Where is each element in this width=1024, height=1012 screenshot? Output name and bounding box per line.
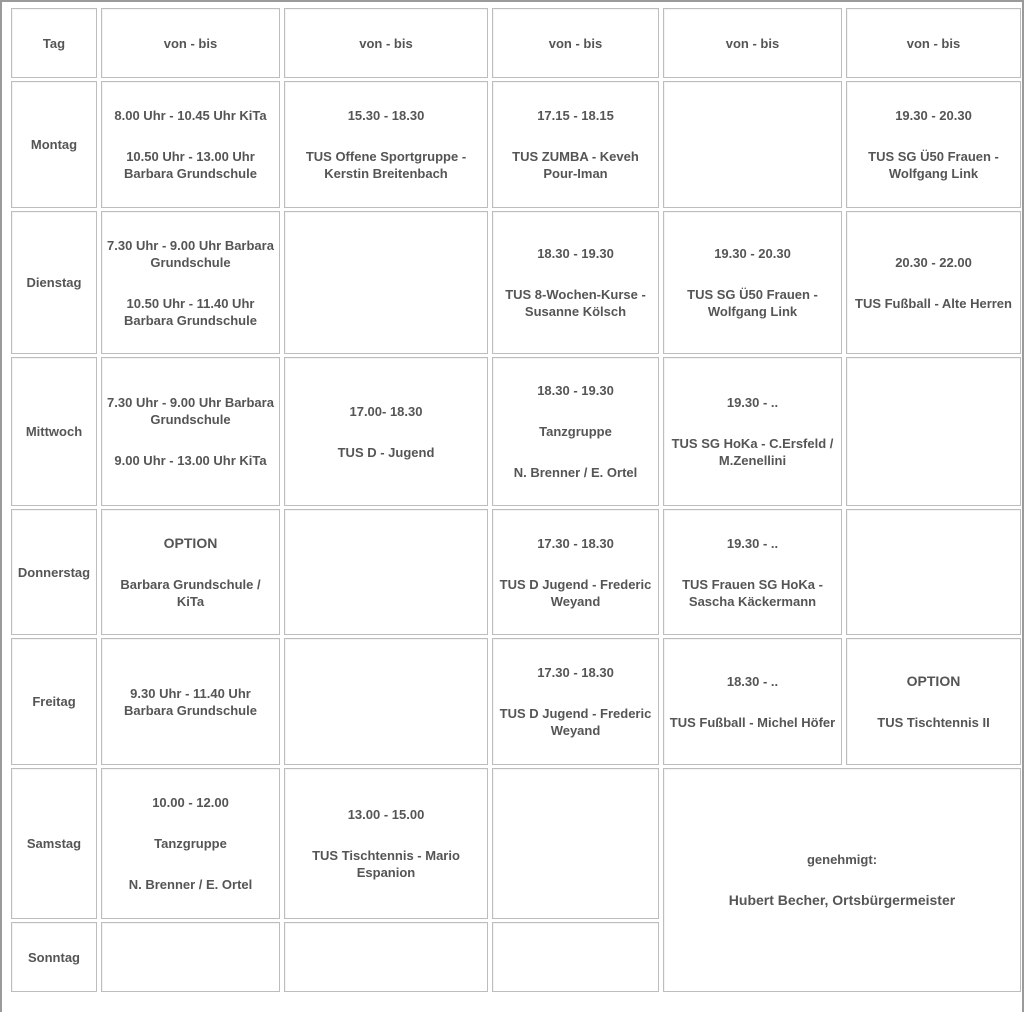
- slot-donnerstag-3: [492, 509, 659, 635]
- slot-time: 15.30 - 18.30: [347, 108, 425, 123]
- slot-desc: TUS ZUMBA - Keveh Pour-Iman: [512, 149, 639, 181]
- slot-desc: 10.50 Uhr - 11.40 Uhr Barbara Grundschule: [124, 295, 257, 328]
- slot-desc: TUS SG HoKa - C.Ersfeld / M.Zenellini: [671, 436, 834, 468]
- slot-desc: 10.50 Uhr - 13.00 Uhr Barbara Grundschule: [124, 149, 257, 181]
- slot-desc: TUS Tischtennis II: [877, 714, 990, 730]
- approval-label: genehmigt:: [806, 852, 878, 867]
- slot-montag-3: [492, 81, 659, 208]
- slot-desc: TUS D Jugend - Frederic Weyand: [499, 576, 652, 609]
- slot-time: 20.30 - 22.00: [895, 254, 972, 270]
- header-range-3: von - bis: [492, 8, 659, 78]
- slot-desc: TUS D Jugend - Frederic Weyand: [499, 706, 652, 738]
- slot-desc: TUS Fußball - Alte Herren: [855, 295, 1012, 311]
- slot-samstag-3: [492, 768, 659, 919]
- slot-freitag-1: [101, 638, 280, 765]
- slot-montag-5: [846, 81, 1021, 208]
- slot-time: 19.30 - 20.30: [895, 108, 972, 123]
- slot-time: 8.00 Uhr - 10.45 Uhr KiTa: [114, 108, 267, 123]
- slot-desc: TUS Fußball - Michel Höfer: [669, 714, 836, 730]
- slot-dienstag-3: [492, 211, 659, 354]
- slot-time: 19.30 - ..: [726, 535, 779, 551]
- slot-time: 18.30 - 19.30: [537, 246, 614, 261]
- header-day: Tag: [11, 8, 97, 78]
- row-samstag: [11, 768, 1021, 919]
- slot-dienstag-1: [101, 211, 280, 354]
- slot-time: 17.15 - 18.15: [537, 108, 614, 123]
- approval-name: Hubert Becher, Ortsbürgermeister: [728, 892, 956, 908]
- slot-time: 17.30 - 18.30: [537, 535, 614, 551]
- slot-donnerstag-2: [284, 509, 488, 635]
- slot-desc: TUS SG Ü50 Frauen - Wolfgang Link: [687, 287, 818, 319]
- slot-donnerstag-4: [663, 509, 842, 635]
- slot-desc: Barbara Grundschule / KiTa: [120, 576, 261, 609]
- slot-mittwoch-3: [492, 357, 659, 506]
- day-label-freitag: Freitag: [11, 638, 97, 765]
- slot-montag-2: [284, 81, 488, 208]
- row-freitag: [11, 638, 1021, 765]
- row-dienstag: [11, 211, 1021, 354]
- slot-names: N. Brenner / E. Ortel: [513, 465, 638, 480]
- slot-time: 10.00 - 12.00: [152, 795, 229, 810]
- slot-sonntag-3: [492, 922, 659, 992]
- slot-freitag-5: [846, 638, 1021, 765]
- slot-desc: TUS 8-Wochen-Kurse - Susanne Kölsch: [505, 287, 646, 319]
- option-label: OPTION: [906, 672, 961, 689]
- slot-time: 17.30 - 18.30: [537, 665, 614, 680]
- slot-freitag-2: [284, 638, 488, 765]
- schedule-table: [7, 5, 1024, 995]
- slot-mittwoch-2: [284, 357, 488, 506]
- day-label-montag: Montag: [11, 81, 97, 208]
- slot-time: 19.30 - ..: [726, 395, 779, 410]
- slot-donnerstag-1: [101, 509, 280, 635]
- slot-time: 17.00- 18.30: [349, 403, 423, 419]
- slot-desc: TUS SG Ü50 Frauen - Wolfgang Link: [868, 149, 999, 181]
- header-row: [11, 8, 1021, 78]
- slot-desc: 9.30 Uhr - 11.40 Uhr Barbara Grundschule: [124, 685, 257, 718]
- slot-time: 7.30 Uhr - 9.00 Uhr Barbara Grundschule: [107, 237, 274, 270]
- approval-cell: [663, 768, 1021, 992]
- slot-sonntag-1: [101, 922, 280, 992]
- slot-desc: 9.00 Uhr - 13.00 Uhr KiTa: [114, 453, 267, 468]
- day-label-sonntag: Sonntag: [11, 922, 97, 992]
- header-range-1: von - bis: [101, 8, 280, 78]
- slot-mittwoch-1: [101, 357, 280, 506]
- slot-time: 13.00 - 15.00: [347, 807, 425, 822]
- slot-desc: TUS Offene Sportgruppe - Kerstin Breitenbach: [305, 149, 467, 181]
- slot-sonntag-2: [284, 922, 488, 992]
- header-range-4: von - bis: [663, 8, 842, 78]
- slot-time: 18.30 - ..: [726, 673, 779, 689]
- slot-mittwoch-5: [846, 357, 1021, 506]
- slot-samstag-1: [101, 768, 280, 919]
- slot-desc: Tanzgruppe: [539, 424, 612, 439]
- header-range-5: von - bis: [846, 8, 1021, 78]
- day-label-samstag: Samstag: [11, 768, 97, 919]
- option-label: OPTION: [163, 534, 218, 551]
- row-mittwoch: [11, 357, 1021, 506]
- slot-mittwoch-4: [663, 357, 842, 506]
- slot-donnerstag-5: [846, 509, 1021, 635]
- slot-montag-1: [101, 81, 280, 208]
- slot-desc: Tanzgruppe: [154, 836, 227, 851]
- slot-desc: TUS Tischtennis - Mario Espanion: [312, 848, 460, 880]
- slot-freitag-3: [492, 638, 659, 765]
- day-label-donnerstag: Donnerstag: [11, 509, 97, 635]
- slot-dienstag-4: [663, 211, 842, 354]
- slot-names: N. Brenner / E. Ortel: [128, 877, 253, 892]
- slot-desc: TUS D - Jugend: [337, 444, 435, 460]
- day-label-dienstag: Dienstag: [11, 211, 97, 354]
- row-donnerstag: [11, 509, 1021, 635]
- slot-time: 7.30 Uhr - 9.00 Uhr Barbara Grundschule: [107, 395, 274, 427]
- slot-montag-4: [663, 81, 842, 208]
- slot-freitag-4: [663, 638, 842, 765]
- slot-dienstag-5: [846, 211, 1021, 354]
- row-montag: [11, 81, 1021, 208]
- slot-dienstag-2: [284, 211, 488, 354]
- slot-time: 18.30 - 19.30: [537, 383, 614, 398]
- day-label-mittwoch: Mittwoch: [11, 357, 97, 506]
- slot-desc: TUS Frauen SG HoKa - Sascha Käckermann: [682, 576, 823, 609]
- slot-time: 19.30 - 20.30: [714, 246, 791, 261]
- slot-samstag-2: [284, 768, 488, 919]
- header-range-2: von - bis: [284, 8, 488, 78]
